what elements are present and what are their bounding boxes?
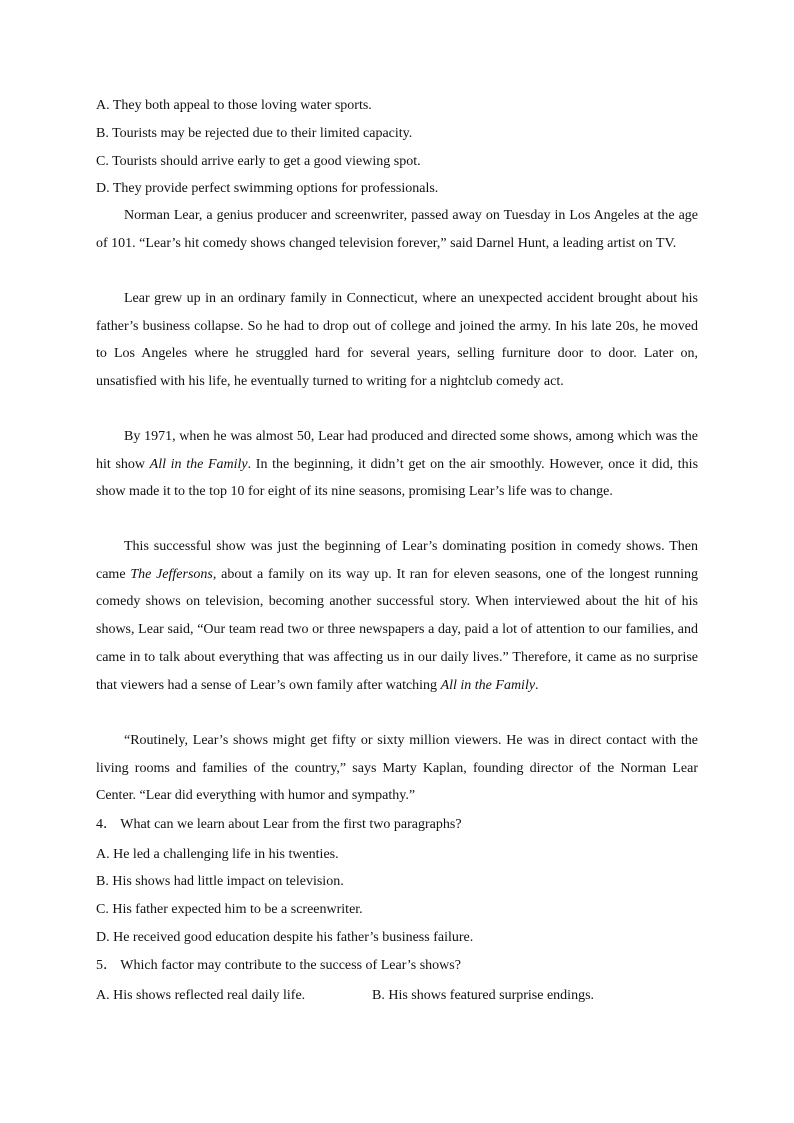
question-5: 5． Which factor may contribute to the success of Lear’s shows? [96,958,461,973]
q4-option-a: A. He led a challenging life in his twenties. [96,847,339,862]
passage-paragraph-4 [96,533,698,699]
prev-option-d: D. They provide perfect swimming options for professionals. [96,181,439,196]
prev-option-c: C. Tourists should arrive early to get a good viewing spot. [96,154,421,169]
show-title-all-in-the-family-2: All in the Family [440,677,536,693]
q5-option-b: B. His shows featured surprise endings. [372,988,595,1003]
show-title-all-in-the-family: All in the Family [149,456,248,472]
q4-option-b: B. His shows had little impact on television. [96,874,344,889]
passage-paragraph-1: Norman Lear, a genius producer and screenwriter, passed away on Tuesday in Los Angeles at the age of 101. “Lear’s hit comedy shows changed television forever,” said Darnel Hunt, a leading artist on TV. [96,208,698,251]
p3-text-after: . In the beginning, it didn’t get on the air smoothly. However, once it did, this show made it to the top 10 for eight of its nine seasons, promising Lear’s life was to change. [96,456,699,500]
q4-option-d: D. He received good education despite his father’s business failure. [96,930,474,945]
question-4: 4． What can we learn about Lear from the first two paragraphs? [96,817,462,832]
passage-paragraph-5: “Routinely, Lear’s shows might get fifty or sixty million viewers. He was in direct contact with the living rooms and families of the country,” says Marty Kaplan, founding director of the Norman Lear Center. “Lear did everything with humor and sympathy.” [96,733,698,804]
show-title-the-jeffersons: The Jeffersons [130,566,213,582]
q4-option-c: C. His father expected him to be a screenwriter. [96,902,363,917]
p4-text-mid: , about a family on its way up. It ran for eleven seasons, one of the longest running comedy shows on television, becoming another successful story. When interviewed about the hit of his shows, Lear said, “Our team read two or three newspapers a day, paid a lot of attention to our families, and came in to talk about everything that was affecting us in our daily lives.” Therefore, it came as no surprise that viewers had a sense of Lear’s own family after watching [96,566,698,693]
p3-text-before: By 1971, when he was almost 50, Lear had produced and directed some shows, among which was the hit show [96,429,698,472]
prev-option-a: A. They both appeal to those loving water sports. [96,98,372,113]
p4-text-before: This successful show was just the beginning of Lear’s dominating position in comedy shows. Then came [96,539,698,582]
passage-paragraph-3 [96,423,698,506]
p4-text-end: . [535,677,539,693]
passage-paragraph-2: Lear grew up in an ordinary family in Connecticut, where an unexpected accident brought about his father’s business collapse. So he had to drop out of college and joined the army. In his late 20s, he moved to Los Angeles where he struggled hard for several years, selling furniture door to door. Later on, unsatisfied with his life, he eventually turned to writing for a nightclub comedy act. [96,291,698,390]
q5-option-a: A. His shows reflected real daily life. [96,988,306,1003]
prev-option-b: B. Tourists may be rejected due to their limited capacity. [96,126,413,141]
